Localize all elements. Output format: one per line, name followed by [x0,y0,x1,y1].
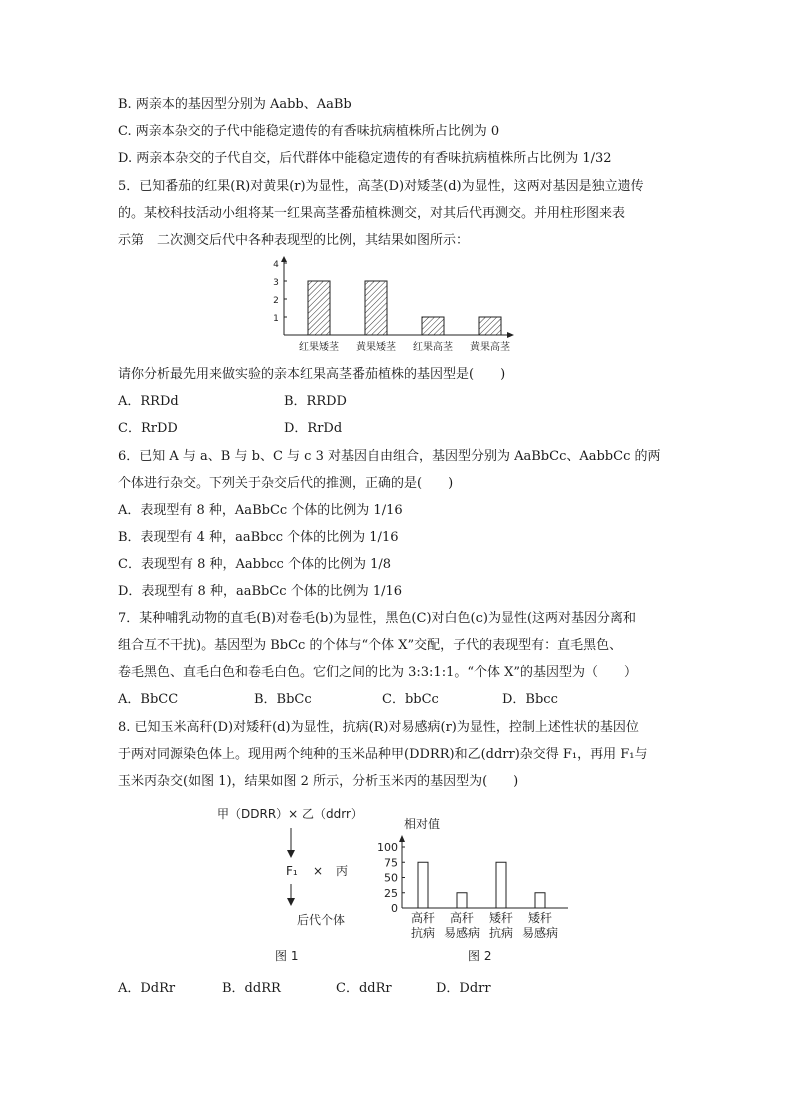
y-tick-label: 25 [384,886,398,900]
q5-text-line3: 示第 二次测交后代中各种表现型的比例，其结果如图所示： [118,233,470,248]
q6-option-c[interactable]: C．表现型有 8 种，Aabbcc 个体的比例为 1/8 [118,557,392,572]
q8-option-d[interactable]: D．Ddrr [436,981,491,996]
q8-option-a[interactable]: A．DdRr [118,981,176,996]
bar [457,893,467,908]
x-category-label-line1: 高秆 [449,911,475,925]
q5-question-line: 请你分析最先用来做实验的亲本红果高茎番茄植株的基因型是( ) [118,367,506,382]
q5-bar-chart [270,255,520,359]
y-axis-arrow-icon [399,835,405,842]
y-tick-label: 3 [273,278,279,288]
bar [422,317,444,335]
option-c-line: C. 两亲本杂交的子代中能稳定遗传的有香味抗病植株所占比例为 0 [118,124,500,139]
option-b-line: B. 两亲本的基因型分别为 Aabb、AaBb [118,97,352,112]
bar [365,281,387,335]
y-tick-label: 0 [391,902,398,915]
x-axis-arrow-icon [507,332,514,338]
x-category-label: 黄果高茎 [470,342,510,353]
fig1-cross-label: 甲（DDRR）× 乙（ddrr） [217,807,363,821]
x-category-label-line1: 矮秆 [527,911,553,925]
y-tick-label: 1 [273,314,279,324]
y-tick-label: 4 [273,260,279,270]
q7-option-b[interactable]: B．BbCc [254,692,312,707]
q5-option-a[interactable]: A．RRDd [118,394,179,409]
arrow-down-icon [287,898,295,906]
x-category-label: 红果高茎 [413,342,453,353]
y-tick-label: 50 [384,871,398,885]
q7-text-line2: 组合互不干扰)。基因型为 BbCc 的个体与“个体 X”交配，子代的表现型有：直毛黑色、 [118,638,623,653]
q7-option-a[interactable]: A．BbCC [118,692,179,707]
q7-text-line1: 7．某种哺乳动物的直毛(B)对卷毛(b)为显性，黑色(C)对白色(c)为显性(这两对基因分离和 [118,611,637,626]
q8-text-line3: 玉米丙杂交(如图 1)，结果如图 2 所示，分析玉米丙的基因型为( ) [118,774,519,789]
q6-text-line2: 个体进行杂交。下列关于杂交后代的推测，正确的是( ) [118,476,454,491]
bar [418,862,428,908]
option-d-line: D. 两亲本杂交的子代自交，后代群体中能稳定遗传的有香味抗病植株所占比例为 1/32 [118,151,612,166]
y-tick-label: 100 [377,841,398,854]
q8-text-line1: 8. 已知玉米高秆(D)对矮秆(d)为显性，抗病(R)对易感病(r)为显性，控制上述性状的基因位 [118,720,639,735]
q8-text-line2: 于两对同源染色体上。现用两个纯种的玉米品种甲(DDRR)和乙(ddrr)杂交得 F₁，再用 F₁与 [118,747,648,762]
x-category-label-line2: 抗病 [488,926,514,940]
q5-text-line1: 5．已知番茄的红果(R)对黄果(r)为显性，高茎(D)对矮茎(d)为显性，这两对基因是独立遗传 [118,179,644,194]
fig1-times-label: × [313,864,324,878]
x-category-label-line1: 高秆 [410,911,436,925]
q6-option-b[interactable]: B．表现型有 4 种，aaBbcc 个体的比例为 1/16 [118,530,399,545]
fig2-caption: 图 2 [468,949,492,963]
q6-text-line1: 6．已知 A 与 a、B 与 b、C 与 c 3 对基因自由组合，基因型分别为 AaBbCc、AabbCc 的两 [118,449,661,464]
bar [308,281,330,335]
y-axis-arrow-icon [281,256,287,262]
x-category-label-line2: 易感病 [443,926,481,940]
bar [535,893,545,908]
q5-text-line2: 的。某校科技活动小组将某一红果高茎番茄植株测交，对其后代再测交。并用柱形图来表 [118,206,626,221]
fig1-caption: 图 1 [275,949,299,963]
figure2-bar-chart [370,815,575,965]
x-category-label-line2: 易感病 [521,926,559,940]
q7-text-line3: 卷毛黑色、直毛白色和卷毛白色。它们之间的比为 3:3:1:1。“个体 X”的基因型为（ ） [118,665,638,680]
q5-option-b[interactable]: B．RRDD [284,394,347,409]
x-category-label: 黄果矮茎 [356,342,396,353]
arrow-down-icon [287,850,295,858]
x-category-label: 红果矮茎 [299,342,339,353]
q7-option-d[interactable]: D．Bbcc [502,692,558,707]
fig1-f1-label: F₁ [286,864,298,878]
fig1-bing-label: 丙 [336,864,349,878]
q8-option-b[interactable]: B．ddRR [222,981,281,996]
bar [496,862,506,908]
q6-option-d[interactable]: D．表现型有 8 种，aaBbCc 个体的比例为 1/16 [118,584,403,599]
bar [479,317,501,335]
x-category-label-line1: 矮秆 [488,911,514,925]
y-tick-label: 75 [384,856,398,870]
fig1-offspring-label: 后代个体 [297,913,346,927]
q7-option-c[interactable]: C．bbCc [382,692,439,707]
y-tick-label: 2 [273,296,279,306]
x-category-label-line2: 抗病 [410,926,436,940]
figure1-cross-diagram [205,800,375,965]
q8-option-c[interactable]: C．ddRr [336,981,392,996]
q6-option-a[interactable]: A．表现型有 8 种，AaBbCc 个体的比例为 1/16 [118,503,403,518]
q5-option-c[interactable]: C．RrDD [118,421,178,436]
fig2-ylabel: 相对值 [404,817,441,831]
q5-option-d[interactable]: D．RrDd [284,421,343,436]
